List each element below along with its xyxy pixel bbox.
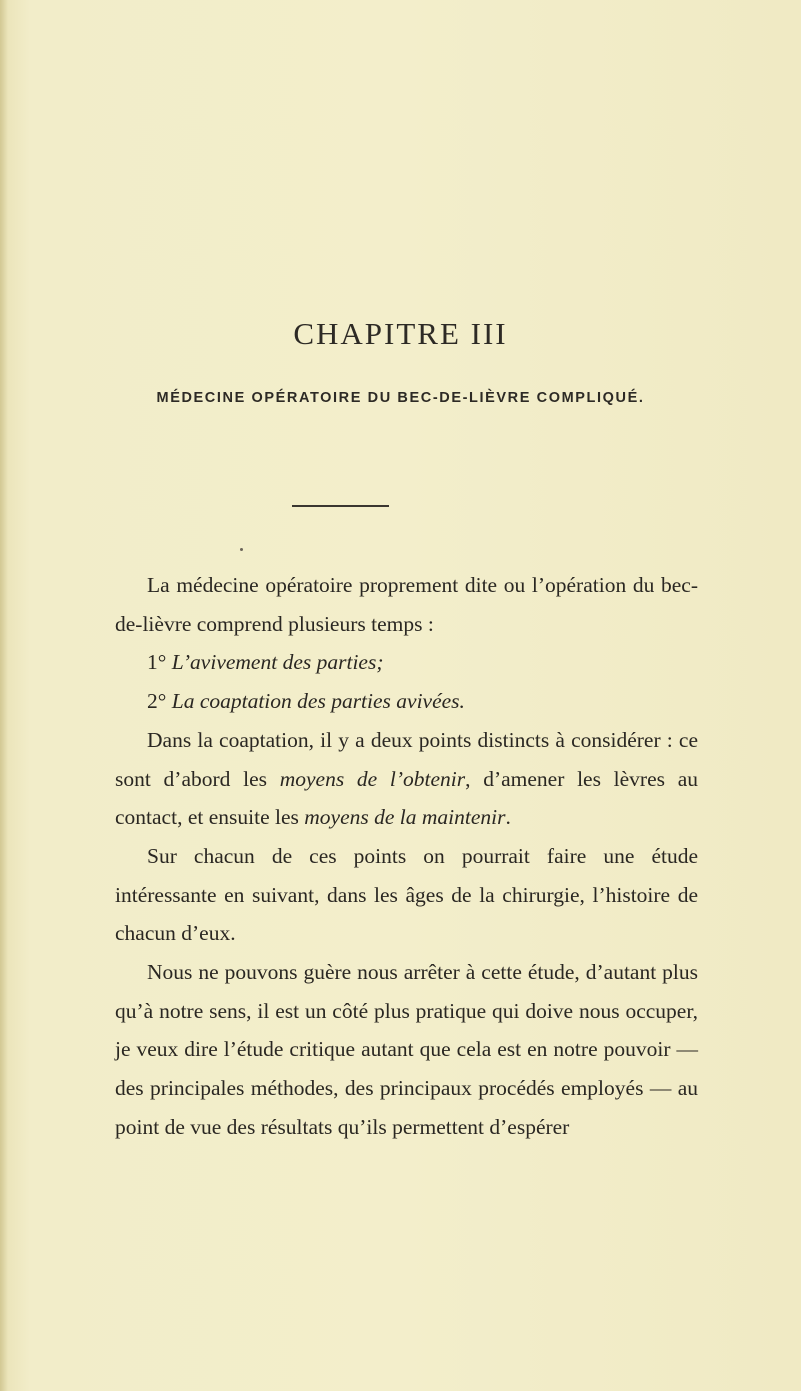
paragraph-coaptation-emphasis-1: moyens de l’obtenir (279, 766, 466, 791)
list-item-2 (115, 682, 698, 721)
list-item-1-number: 1° (147, 650, 167, 675)
chapter-title: CHAPITRE III (293, 316, 508, 351)
list-item-1 (115, 643, 698, 682)
list-item-1-text: L’avivement des parties; (171, 650, 384, 675)
paragraph-coaptation-part-2: , d’amener les lèvres au contact, et ensuite les (115, 766, 698, 830)
chapter-subtitle: MÉDECINE OPÉRATOIRE DU BEC-DE-LIÈVRE COMPLIQUÉ. (156, 390, 645, 406)
paragraph-coaptation-part-1: Dans la coaptation, il y a deux points distincts à considérer : ce sont d’abord les (115, 727, 698, 791)
paragraph-intro: La médecine opératoire proprement dite ou l’opération du bec-de-lièvre comprend plusieurs temps : (115, 573, 698, 636)
paragraph-methodes: Nous ne pouvons guère nous arrêter à cette étude, d’autant plus qu’à notre sens, il est un côté plus pratique qui doive nous occuper, je veux dire l’étude critique autant que cela est en notre pouvoir — des principales méthodes, des principaux procédés employés — au point de vue des résultats qu’ils permettent d’espérer (115, 960, 698, 1139)
ink-speck (240, 548, 243, 551)
paragraph-coaptation (115, 721, 698, 837)
body-text (115, 566, 698, 1147)
separator-rule (292, 505, 389, 507)
paragraph-coaptation-part-3: . (505, 805, 511, 830)
page-spine-shadow (0, 0, 8, 1391)
paragraph-coaptation-emphasis-2: moyens de la maintenir (304, 805, 506, 830)
paragraph-etude: Sur chacun de ces points on pourrait faire une étude intéressante en suivant, dans les âges de la chirurgie, l’histoire de chacun d’eux. (115, 843, 698, 946)
list-item-2-number: 2° (147, 689, 167, 714)
list-item-2-text: La coaptation des parties avivées. (171, 689, 465, 714)
